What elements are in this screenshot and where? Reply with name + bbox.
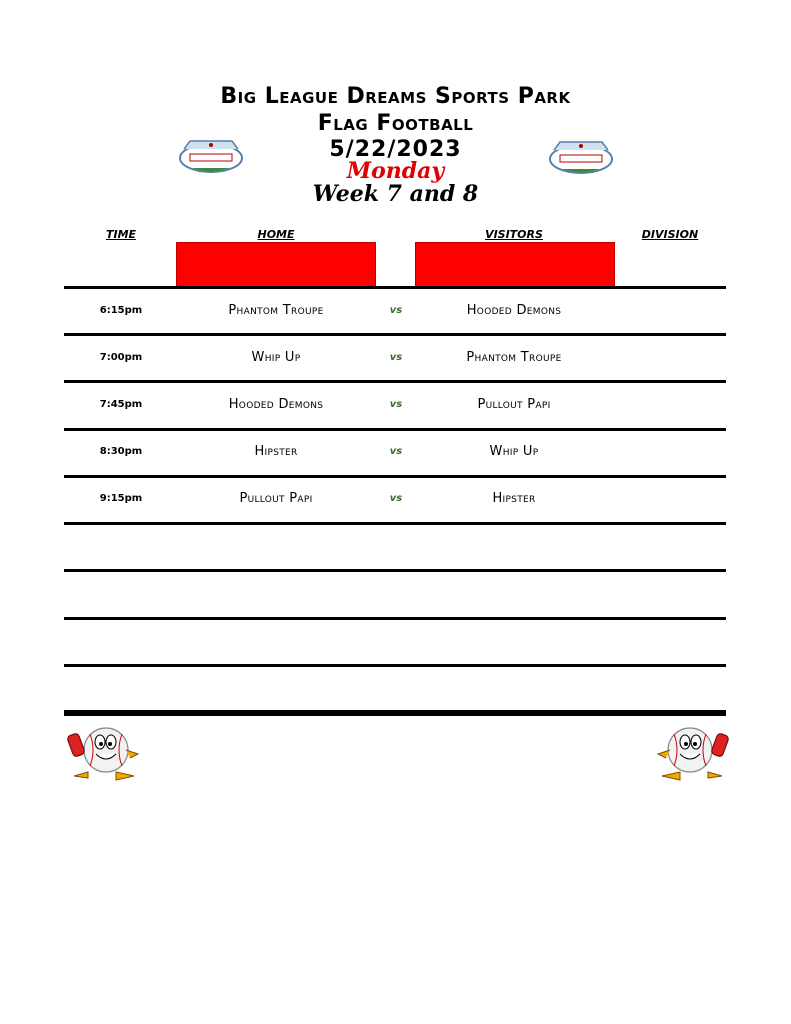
title-park: Big League Dreams Sports Park	[220, 84, 571, 109]
column-header-division: DIVISION	[641, 228, 699, 241]
home-header-box	[176, 242, 376, 288]
visiting-team: Whip Up	[489, 444, 539, 459]
row-divider	[64, 617, 726, 620]
home-team: Phantom Troupe	[228, 303, 324, 318]
column-header-time: TIME	[105, 228, 137, 241]
visitors-header-box	[415, 242, 615, 288]
vs-label: vs	[389, 446, 403, 457]
visiting-team: Hipster	[492, 491, 536, 506]
column-header-home: HOME	[257, 228, 295, 241]
home-team: Whip Up	[251, 350, 301, 365]
visiting-team: Hooded Demons	[466, 303, 562, 318]
column-header-visitors: VISITORS	[485, 228, 543, 241]
title-day: Monday	[346, 158, 445, 184]
vs-label: vs	[389, 352, 403, 363]
row-divider	[64, 380, 726, 383]
game-time: 7:45pm	[99, 399, 143, 410]
vs-label: vs	[389, 305, 403, 316]
title-week: Week 7 and 8	[312, 181, 479, 207]
game-time: 8:30pm	[99, 446, 143, 457]
big-league-dreams-logo-icon	[548, 138, 614, 176]
game-time: 9:15pm	[99, 493, 143, 504]
vs-label: vs	[389, 493, 403, 504]
row-divider	[64, 475, 726, 478]
row-divider	[64, 286, 726, 289]
title-sport: Flag Football	[317, 111, 474, 136]
row-divider	[64, 664, 726, 667]
row-divider	[64, 428, 726, 431]
visiting-team: Phantom Troupe	[466, 350, 562, 365]
game-time: 6:15pm	[99, 305, 143, 316]
baseball-mascot-phone-icon	[64, 716, 144, 786]
table-bottom-border	[64, 710, 726, 716]
row-divider	[64, 333, 726, 336]
home-team: Hipster	[254, 444, 298, 459]
vs-label: vs	[389, 399, 403, 410]
row-divider	[64, 522, 726, 525]
home-team: Hooded Demons	[228, 397, 324, 412]
title-date: 5/22/2023	[329, 137, 462, 162]
game-time: 7:00pm	[99, 352, 143, 363]
big-league-dreams-logo-icon	[178, 137, 244, 175]
home-team: Pullout Papi	[239, 491, 313, 506]
baseball-mascot-phone-icon	[652, 716, 732, 786]
visiting-team: Pullout Papi	[477, 397, 551, 412]
row-divider	[64, 569, 726, 572]
